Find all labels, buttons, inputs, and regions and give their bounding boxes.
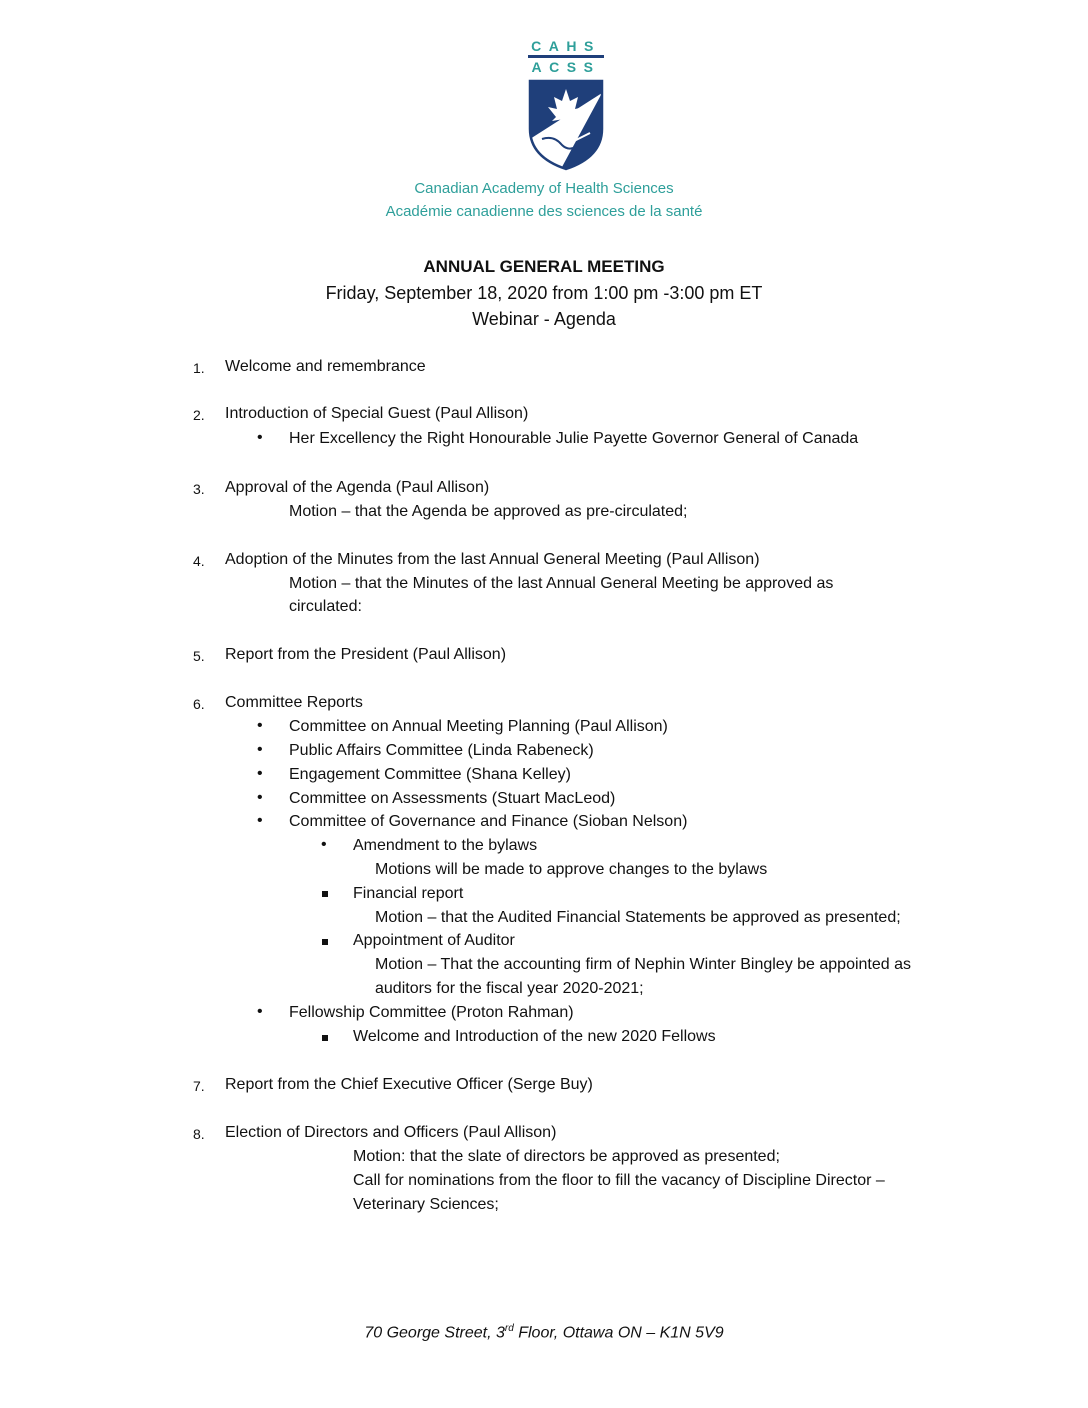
cahs-logo <box>528 38 604 171</box>
item-number: 2. <box>193 407 205 423</box>
committee-item: Engagement Committee (Shana Kelley) <box>289 766 571 783</box>
agenda-item: Welcome and remembrance <box>225 358 426 375</box>
agenda-item: Election of Directors and Officers (Paul Allison) <box>225 1124 557 1141</box>
footer-address-sup: rd <box>504 1323 514 1334</box>
governance-subitem: Amendment to the bylaws <box>353 837 538 854</box>
committee-item: Committee of Governance and Finance (Sioban Nelson) <box>289 813 688 830</box>
item-number: 6. <box>193 696 205 712</box>
footer-address-pre: 70 George Street, 3 <box>364 1324 505 1342</box>
motion-text: Motion – That the accounting firm of Nephin Winter Bingley be appointed as <box>375 956 912 973</box>
agenda-subitem: Her Excellency the Right Honourable Julie Payette Governor General of Canada <box>289 430 859 447</box>
square-bullet-icon <box>322 1035 328 1041</box>
logo-bar <box>528 55 604 58</box>
crest-icon <box>528 79 604 171</box>
footer-address-post: Floor, Ottawa ON – K1N 5V9 <box>513 1324 724 1342</box>
governance-subitem: Appointment of Auditor <box>353 932 515 949</box>
item-number: 5. <box>193 648 205 664</box>
meeting-subtitle: Webinar - Agenda <box>472 309 616 329</box>
bullet-icon: • <box>257 429 263 446</box>
bullet-icon: • <box>257 789 263 806</box>
motion-text: Motion – that the Audited Financial Statements be approved as presented; <box>375 909 901 926</box>
square-bullet-icon <box>322 891 328 897</box>
motion-text: Motion – that the Minutes of the last Annual General Meeting be approved as <box>289 575 834 592</box>
motion-text: Motion: that the slate of directors be approved as presented; <box>353 1148 780 1165</box>
meeting-date: Friday, September 18, 2020 from 1:00 pm -3:00 pm ET <box>325 283 763 303</box>
page-title: ANNUAL GENERAL MEETING <box>423 257 665 276</box>
logo-line-2: ACSS <box>531 59 601 75</box>
motion-text: Motion – that the Agenda be approved as pre-circulated; <box>289 503 688 520</box>
item-number: 4. <box>193 553 205 569</box>
footer-address <box>0 1323 1088 1342</box>
square-bullet-icon <box>322 939 328 945</box>
committee-item: Public Affairs Committee (Linda Rabeneck) <box>289 742 594 759</box>
bullet-icon: • <box>321 836 327 853</box>
item-number: 7. <box>193 1078 205 1094</box>
motion-text: Veterinary Sciences; <box>353 1196 499 1213</box>
bullet-icon: • <box>257 717 263 734</box>
bullet-icon: • <box>257 1003 263 1020</box>
agenda-item: Introduction of Special Guest (Paul Allison) <box>225 405 529 422</box>
item-number: 1. <box>193 360 205 376</box>
committee-item: Committee on Annual Meeting Planning (Paul Allison) <box>289 718 668 735</box>
fellowship-subitem: Welcome and Introduction of the new 2020 Fellows <box>353 1028 716 1045</box>
org-name-fr: Académie canadienne des sciences de la santé <box>385 203 703 220</box>
agenda-item: Approval of the Agenda (Paul Allison) <box>225 479 490 496</box>
governance-subitem: Financial report <box>353 885 464 902</box>
agenda-item: Report from the President (Paul Allison) <box>225 646 507 663</box>
agenda-item: Adoption of the Minutes from the last Annual General Meeting (Paul Allison) <box>225 551 760 568</box>
bullet-icon: • <box>257 812 263 829</box>
motion-text: auditors for the fiscal year 2020-2021; <box>375 980 644 997</box>
item-number: 3. <box>193 481 205 497</box>
logo-line-1: CAHS <box>531 38 601 54</box>
bullet-icon: • <box>257 765 263 782</box>
agenda-item: Report from the Chief Executive Officer (Serge Buy) <box>225 1076 593 1093</box>
item-number: 8. <box>193 1126 205 1142</box>
motion-text: Call for nominations from the floor to fill the vacancy of Discipline Director – <box>353 1172 885 1189</box>
motion-text: circulated: <box>289 598 362 615</box>
committee-item: Fellowship Committee (Proton Rahman) <box>289 1004 574 1021</box>
agenda-item: Committee Reports <box>225 694 363 711</box>
org-name-en: Canadian Academy of Health Sciences <box>414 180 674 197</box>
motion-text: Motions will be made to approve changes to the bylaws <box>375 861 768 878</box>
bullet-icon: • <box>257 741 263 758</box>
committee-item: Committee on Assessments (Stuart MacLeod) <box>289 790 616 807</box>
